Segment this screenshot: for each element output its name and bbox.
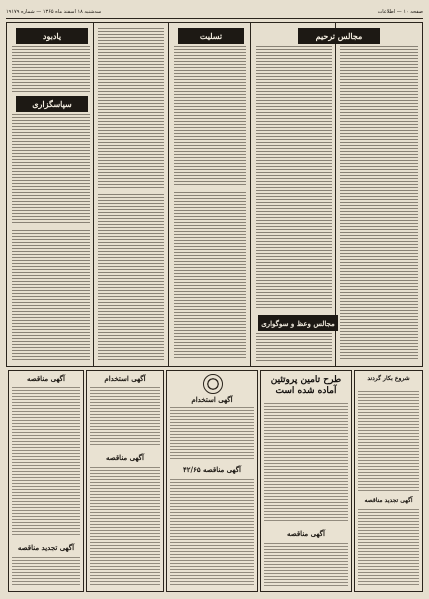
agahi-monaghese-1-box (8, 370, 84, 592)
sepasgozari-text-1 (12, 114, 90, 224)
agahi-tajdid-2-body (358, 509, 419, 587)
tasliyat-title: تسلیت (199, 31, 223, 41)
page-header (6, 6, 423, 19)
column-rule-3 (250, 22, 251, 366)
agahi-monaghese-1-title: آگهی مناقصه (27, 374, 65, 383)
frame-top (6, 22, 423, 23)
yadbood-banner (16, 28, 88, 44)
agahi-estekhdam-1-title: آگهی استخدام (104, 374, 146, 383)
feature-headline: طرح تامین پروتئین آماده شده است (270, 375, 342, 396)
majales-tarhim-text (256, 46, 332, 308)
frame-left (6, 22, 7, 366)
side-headline: شروع بکار گردند (367, 375, 410, 382)
majales-tarhim-text-right (340, 46, 418, 360)
agahi-tajdid-monaghese-body (12, 557, 80, 587)
frame-right (422, 22, 423, 366)
tasliyat-column-2-text-1 (98, 28, 164, 188)
agahi-monaghese-4-body (264, 543, 348, 587)
agahi-tajdid-2-title: آگهی تجدید مناقصه (364, 497, 413, 504)
column-rule-2 (168, 22, 169, 366)
feature-article-box (260, 370, 352, 592)
majales-tarhim-title: مجالس ترحیم (315, 31, 363, 41)
majales-vaz-title: مجالس وعظ و سوگواری (261, 318, 335, 328)
agahi-monaghese-2-body (90, 467, 160, 587)
feature-article-body (264, 403, 348, 523)
majales-vaz-banner (258, 315, 338, 331)
agahi-estekhdam-2-body (170, 407, 254, 459)
sepasgozari-text-2 (12, 230, 90, 360)
sepasgozari-banner (16, 96, 88, 112)
agahi-estekhdam-2-title: آگهی استخدام (191, 395, 233, 404)
section-divider (6, 366, 423, 367)
agahi-monaghese-3-title: آگهی مناقصه ۴۲/۶۵ (183, 465, 241, 474)
majales-tarhim-banner (298, 28, 380, 44)
ministry-emblem-icon (203, 374, 223, 394)
agahi-monaghese-1-body (12, 387, 80, 537)
header-page-number: صفحه ۱۰ — اطلاعات (377, 9, 423, 15)
tasliyat-text-2 (174, 192, 246, 360)
yadbood-text (12, 46, 90, 92)
sepasgozari-title: سپاسگزاری (32, 99, 72, 109)
tasliyat-column-2-text-2 (98, 194, 164, 360)
agahi-monaghese-3-body (170, 479, 254, 587)
agahi-estekhdam-1-box (86, 370, 164, 592)
majales-vaz-text (256, 333, 332, 361)
tasliyat-text-1 (174, 46, 246, 186)
agahi-tajdid-monaghese-title: آگهی تجدید مناقصه (17, 543, 75, 552)
header-date: سه‌شنبه ۱۸ اسفند ماه ۱۳۶۵ — شماره ۱۹۱۷۹ (6, 9, 102, 15)
agahi-estekhdam-2-box (166, 370, 258, 592)
side-article-box (354, 370, 423, 592)
yadbood-title: یادبود (42, 31, 62, 41)
tasliyat-banner (178, 28, 244, 44)
column-rule-1 (93, 22, 94, 366)
side-article-body (358, 391, 419, 491)
agahi-monaghese-4-title: آگهی مناقصه (287, 529, 325, 538)
agahi-monaghese-2-title: آگهی مناقصه (106, 453, 144, 462)
agahi-estekhdam-1-body (90, 387, 160, 447)
